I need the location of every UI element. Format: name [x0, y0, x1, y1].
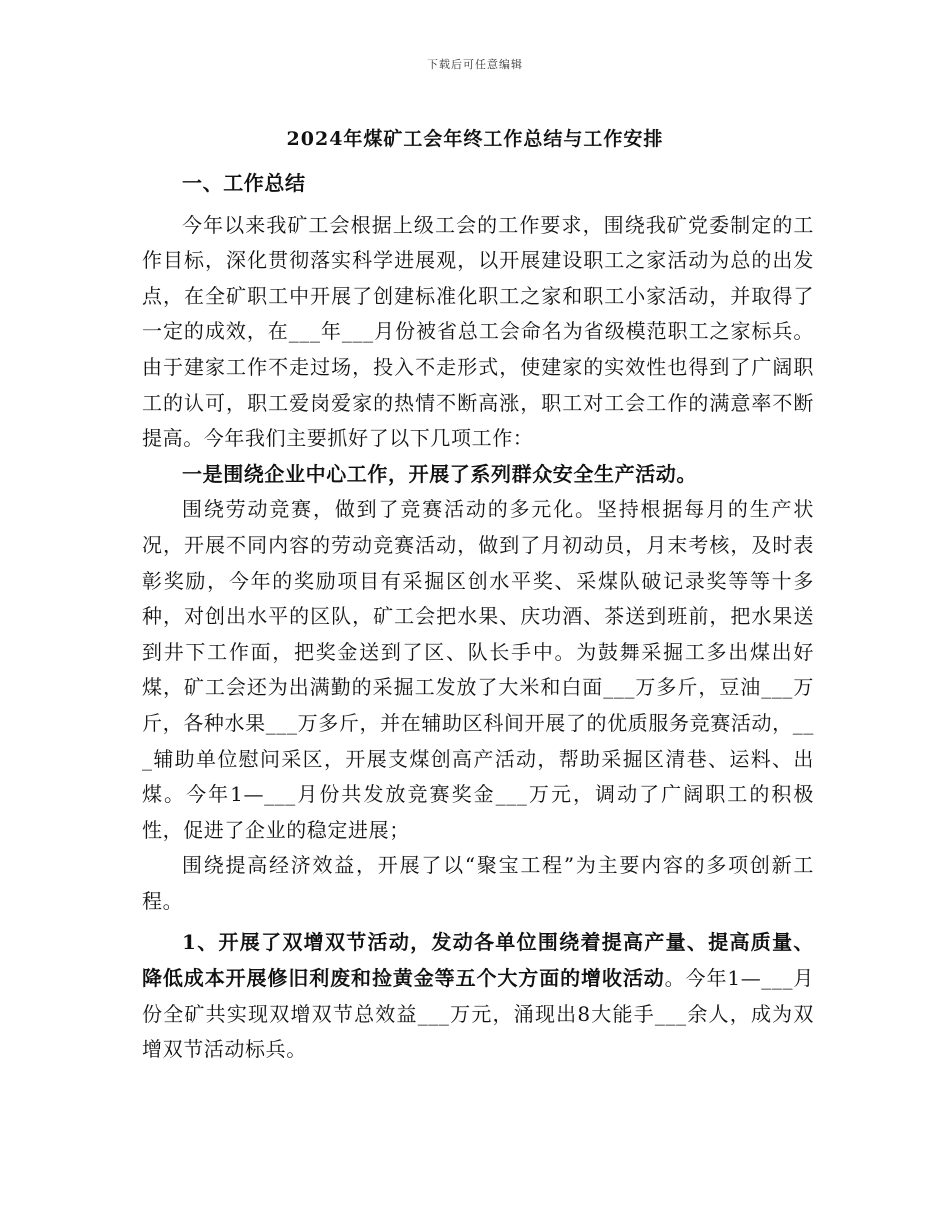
item-1-rest: 。今年1—___月份全矿共实现双增双节总效益___万元，涌现出8大能手___余人，成为双增双节活动标兵。 [142, 966, 815, 1062]
header-note: 下载后可任意编辑 [427, 58, 523, 71]
document-body [142, 166, 814, 1068]
paragraph-item-1 [142, 925, 814, 1067]
item-1-bold-lead: 1、开展了双增双节活动，发动各单位围绕着提高产量、提高质量、降低成本开展修旧利废和捡黄金等五个大方面的增收活动 [142, 930, 814, 991]
paragraph-intro: 今年以来我矿工会根据上级工会的工作要求，围绕我矿党委制定的工作目标，深化贯彻落实科学进展观，以开展建设职工之家活动为总的出发点，在全矿职工中开展了创建标准化职工之家和职工小家活动，并取得了一定的成效，在___年___月份被省总工会命名为省级模范职工之家标兵。由于建家工作不走过场，投入不走形式，使建家的实效性也得到了广阔职工的认可，职工爱岗爱家的热情不断高涨，职工对工会工作的满意率不断提高。今年我们主要抓好了以下几项工作： [142, 212, 814, 451]
section-heading-work-summary: 一、工作总结 [182, 171, 306, 195]
document-title: 2024年煤矿工会年终工作总结与工作安排 [286, 128, 664, 150]
subheading-safety-activities: 一是围绕企业中心工作，开展了系列群众安全生产活动。 [182, 461, 697, 486]
paragraph-labor-competition: 围绕劳动竞赛，做到了竞赛活动的多元化。坚持根据每月的生产状况，开展不同内容的劳动竞赛活动，做到了月初动员，月末考核，及时表彰奖励，今年的奖励项目有采掘区创水平奖、采煤队破记录奖等等十多种，对创出水平的区队，矿工会把水果、庆功酒、茶送到班前，把水果送到井下工作面，把奖金送到了区、队长手中。为鼓舞采掘工多出煤出好煤，矿工会还为出满勤的采掘工发放了大米和白面___万多斤，豆油___万斤，各种水果___万多斤，并在辅助区科间开展了的优质服务竞赛活动，___辅助单位慰问采区，开展支煤创高产活动，帮助采掘区清巷、运料、出煤。今年1—___月份共发放竞赛奖金___万元，调动了广阔职工的积极性，促进了企业的稳定进展； [142, 497, 814, 842]
paragraph-economic-efficiency: 围绕提高经济效益，开展了以“聚宝工程”为主要内容的多项创新工程。 [142, 853, 814, 913]
